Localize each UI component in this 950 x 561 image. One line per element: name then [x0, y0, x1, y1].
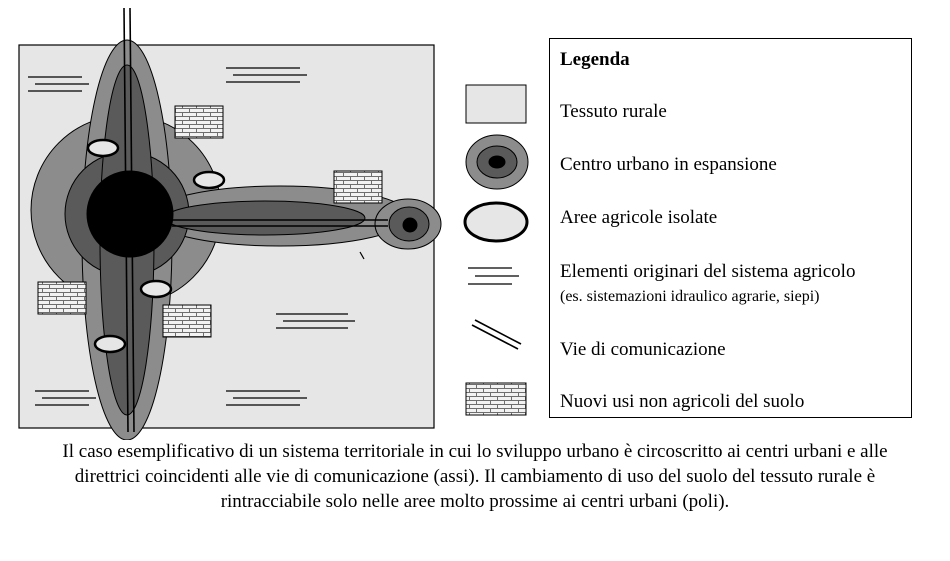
legend-symbol-rural	[466, 85, 526, 123]
legend-symbol-road	[472, 320, 521, 349]
legend-label-agricultural-elements: Elementi originari del sistema agricolo	[560, 261, 856, 282]
legend-sublabel-agricultural-elements: (es. sistemazioni idraulico agrarie, siepi)	[560, 288, 820, 305]
legend-label-roads: Vie di comunicazione	[560, 339, 726, 360]
urban-pole-secondary	[375, 199, 441, 249]
caption-line-3: rintracciabile solo nelle aree molto prossime ai centri urbani (poli).	[220, 491, 730, 512]
legend-symbol-agricultural-elements	[468, 268, 519, 284]
legend-label-rural: Tessuto rurale	[560, 101, 667, 122]
diagram-caption	[0, 439, 950, 514]
caption-line-1: Il caso esemplificativo di un sistema territoriale in cui lo sviluppo urbano è circoscritto ai centri urbani e alle	[62, 441, 888, 462]
legend-symbol-new-uses	[466, 383, 526, 415]
legend-symbol-isolated-area	[465, 203, 527, 241]
legend-label-urban: Centro urbano in espansione	[560, 154, 777, 175]
legend-box	[549, 38, 912, 418]
legend-symbol-urban	[466, 135, 528, 189]
legend-label-new-uses: Nuovi usi non agricoli del suolo	[560, 391, 805, 412]
caption-line-2: direttrici coincidenti alle vie di comunicazione (assi). Il cambiamento di uso del suolo del tessuto rurale è	[74, 466, 876, 487]
legend-title: Legenda	[560, 49, 630, 70]
legend-label-isolated-areas: Aree agricole isolate	[560, 207, 718, 228]
